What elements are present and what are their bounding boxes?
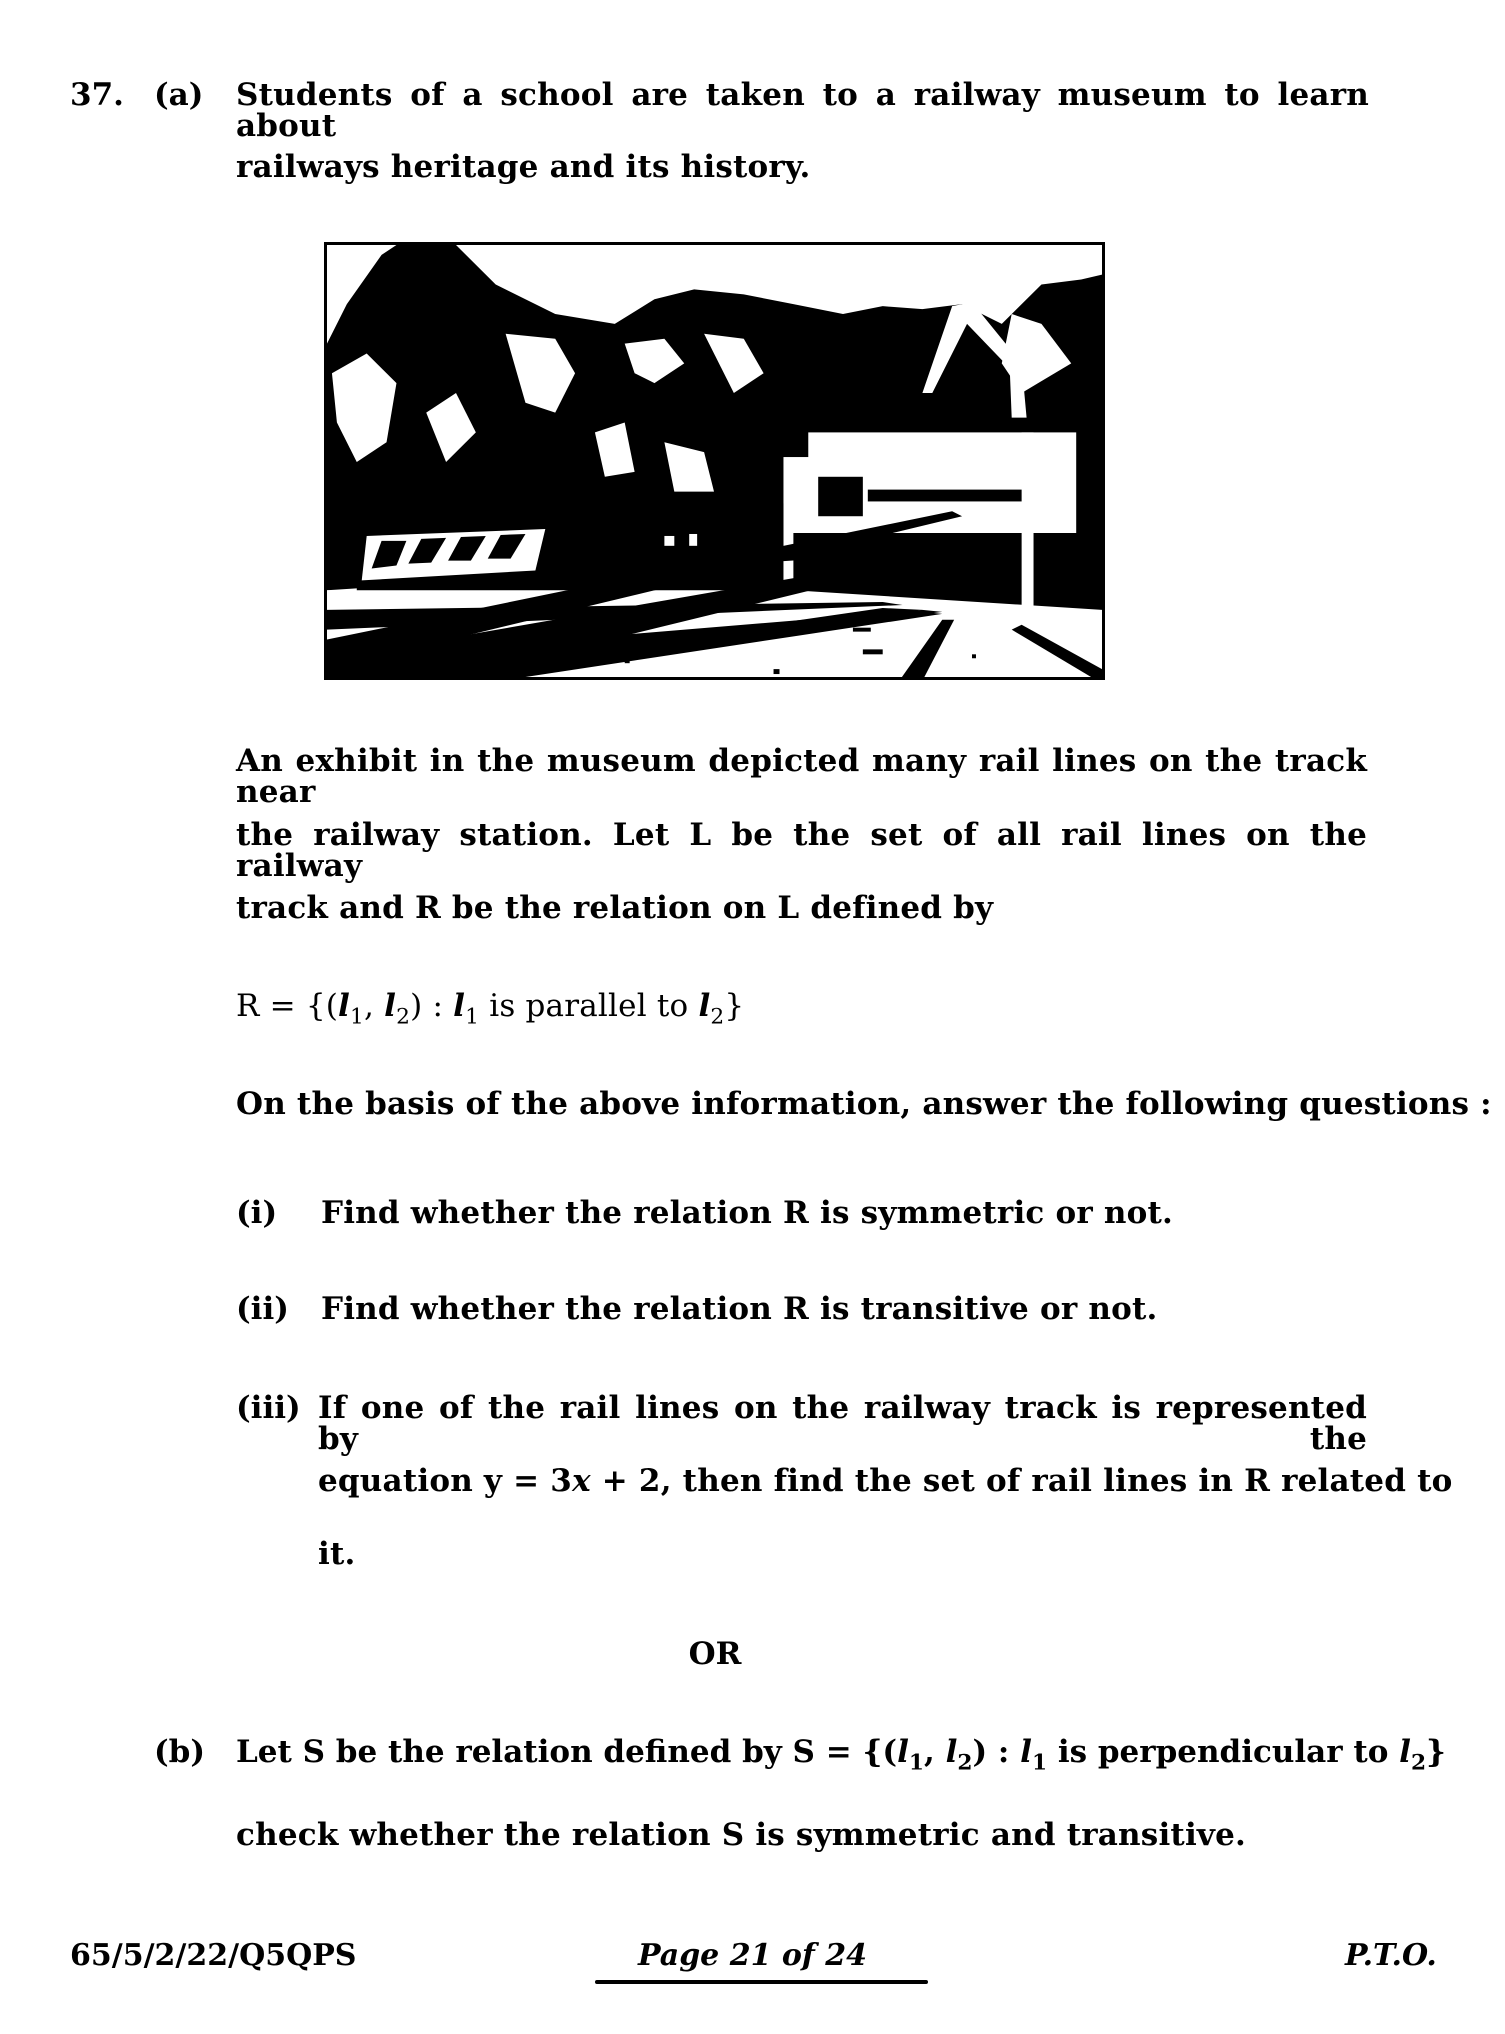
subscript-1: 1	[350, 1004, 365, 1030]
footer-pto: P.T.O.	[1345, 1938, 1437, 1973]
relation-comma: ,	[364, 988, 385, 1024]
equation-var-x: x	[572, 1463, 591, 1499]
l2-symbol-s: l	[945, 1734, 958, 1770]
subscript-1-s: 1	[908, 1750, 924, 1776]
part-b-close: }	[1426, 1734, 1446, 1770]
part-b-line-1	[236, 1734, 1446, 1776]
intro-line-2: railways heritage and its history.	[236, 149, 811, 185]
subquestion-iii-line-2	[318, 1463, 1453, 1499]
relation-lhs: R = {(	[236, 988, 339, 1024]
subquestion-iii-line-1: If one of the rail lines on the railway track is represented by the	[318, 1390, 1367, 1457]
subquestion-iii-label: (iii)	[236, 1390, 301, 1426]
paragraph-line-2: the railway station. Let L be the set of all rail lines on the railway	[236, 817, 1367, 884]
subscript-1-s2: 1	[1031, 1750, 1048, 1776]
l2-symbol: l	[384, 988, 397, 1024]
part-b-label: (b)	[154, 1734, 206, 1770]
relation-close: }	[724, 988, 745, 1024]
railway-photo-icon	[327, 245, 1102, 677]
relation-mid: ) :	[410, 988, 454, 1024]
intro-line-1: Students of a school are taken to a railway museum to learn about	[236, 77, 1369, 144]
paragraph-line-3: track and R be the relation on L defined by	[236, 890, 994, 926]
paragraph-line-1: An exhibit in the museum depicted many rail lines on the track near	[236, 743, 1367, 810]
footer-page-number: Page 21 of 24	[638, 1938, 867, 1973]
l1-symbol-b: l	[453, 988, 466, 1024]
part-b-text: is perpendicular to	[1047, 1734, 1400, 1770]
part-b-line-2: check whether the relation S is symmetric and transitive.	[236, 1817, 1247, 1853]
subquestion-i-text: Find whether the relation R is symmetric or not.	[321, 1195, 1174, 1231]
l1-symbol-s2: l	[1020, 1734, 1032, 1770]
subscript-2b: 2	[710, 1004, 725, 1030]
part-b-comma: ,	[923, 1734, 946, 1770]
subscript-1b: 1	[465, 1004, 480, 1030]
l1-symbol: l	[338, 988, 351, 1024]
footer-underline	[595, 1980, 928, 1984]
footer-paper-code: 65/5/2/22/Q5QPS	[70, 1938, 357, 1973]
question-number: 37.	[70, 77, 124, 113]
l1-symbol-s: l	[897, 1734, 909, 1770]
part-a-label: (a)	[154, 77, 204, 113]
subquestion-i-label: (i)	[236, 1195, 278, 1231]
part-b-mid: ) :	[972, 1734, 1021, 1770]
subquestion-ii-label: (ii)	[236, 1291, 289, 1327]
subscript-2-s: 2	[957, 1750, 973, 1776]
relation-r-definition	[236, 988, 745, 1030]
l2-symbol-b: l	[698, 988, 711, 1024]
relation-text: is parallel to	[479, 988, 699, 1024]
l2-symbol-s2: l	[1399, 1734, 1411, 1770]
part-b-pre: Let S be the relation defined by S = {(	[236, 1734, 898, 1770]
subscript-2: 2	[396, 1004, 411, 1030]
subquestion-ii-text: Find whether the relation R is transitive or not.	[321, 1291, 1158, 1327]
subquestion-iii-line-3: it.	[318, 1536, 356, 1572]
equation-pre: equation y = 3x + 2, then find the set of rail lines in R related to	[318, 1463, 1453, 1499]
or-separator: OR	[688, 1636, 742, 1672]
railway-museum-photo	[324, 242, 1105, 680]
prompt-line: On the basis of the above information, answer the following questions :	[236, 1086, 1492, 1122]
subscript-2-s2: 2	[1410, 1750, 1427, 1776]
